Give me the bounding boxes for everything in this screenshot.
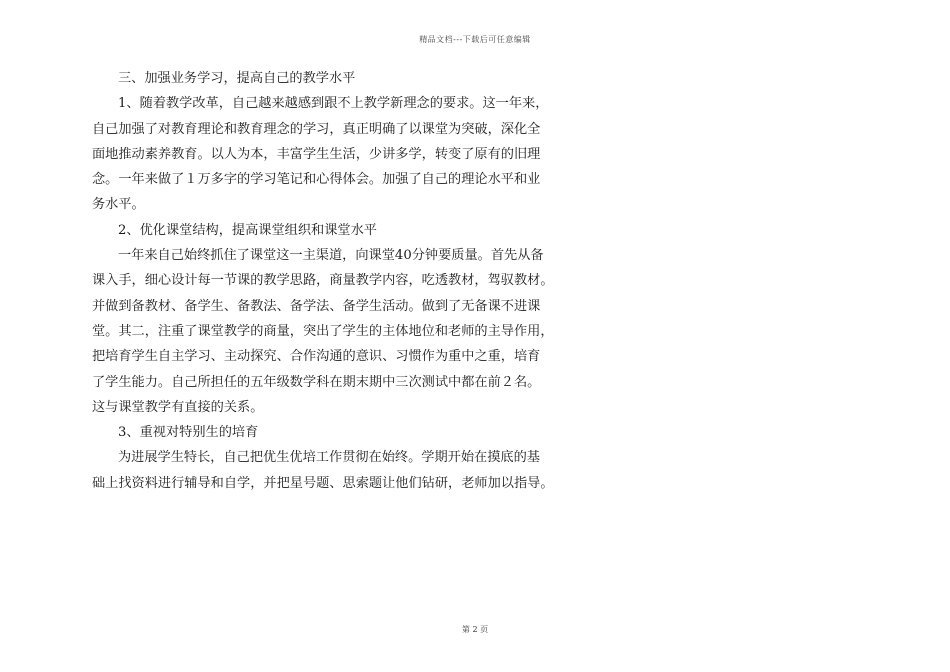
- text-line: 了学生能力。自己所担任的五年级数学科在期末期中三次测试中都在前２名。: [92, 374, 541, 390]
- page-number: 第 2 页: [461, 625, 489, 634]
- text-line: 这与课堂教学有直接的关系。: [92, 399, 264, 415]
- document-body: [92, 66, 554, 496]
- subheading-3: 3、重视对特别生的培育: [118, 425, 259, 441]
- text-line: 一年来自己始终抓住了课堂这一主渠道，向课堂40分钟要质量。首先从备: [118, 248, 544, 264]
- section-heading-3: 三、加强业务学习，提高自己的教学水平: [118, 71, 356, 86]
- text-line: 务水平。: [92, 197, 145, 213]
- text-line: 为进展学生特长，自己把优生优培工作贯彻在始终。学期开始在摸底的基: [118, 450, 540, 466]
- text-line: 把培育学生自主学习、主动探究、合作沟通的意识、习惯作为重中之重，培育: [92, 349, 541, 365]
- text-line: 面地推动素养教育。以人为本，丰富学生生活，少讲多学，转变了原有的旧理: [92, 146, 541, 162]
- header-note: 精品文档---下载后可任意编辑: [419, 35, 531, 44]
- text-line: 课入手，细心设计每一节课的教学思路，商量教学内容，吃透教材，驾驭教材。: [92, 273, 554, 289]
- text-line: 自己加强了对教育理论和教育理念的学习，真正明确了以课堂为突破，深化全: [92, 121, 541, 137]
- body-text: [92, 66, 554, 496]
- text-line: 念。一年来做了１万多字的学习笔记和心得体会。加强了自己的理论水平和业: [92, 172, 541, 188]
- text-line: 础上找资料进行辅导和自学，并把星号题、思索题让他们钻研，老师加以指导。: [92, 475, 554, 491]
- subheading-2: 2、优化课堂结构，提高课堂组织和课堂水平: [118, 222, 377, 238]
- text-line: 1、随着教学改革，自己越来越感到跟不上教学新理念的要求。这一年来，: [118, 96, 549, 112]
- text-line: 堂。其二，注重了课堂教学的商量，突出了学生的主体地位和老师的主导作用，: [92, 323, 554, 339]
- text-line: 并做到备教材、备学生、备教法、备学法、备学生活动。做到了无备课不进课: [92, 298, 541, 314]
